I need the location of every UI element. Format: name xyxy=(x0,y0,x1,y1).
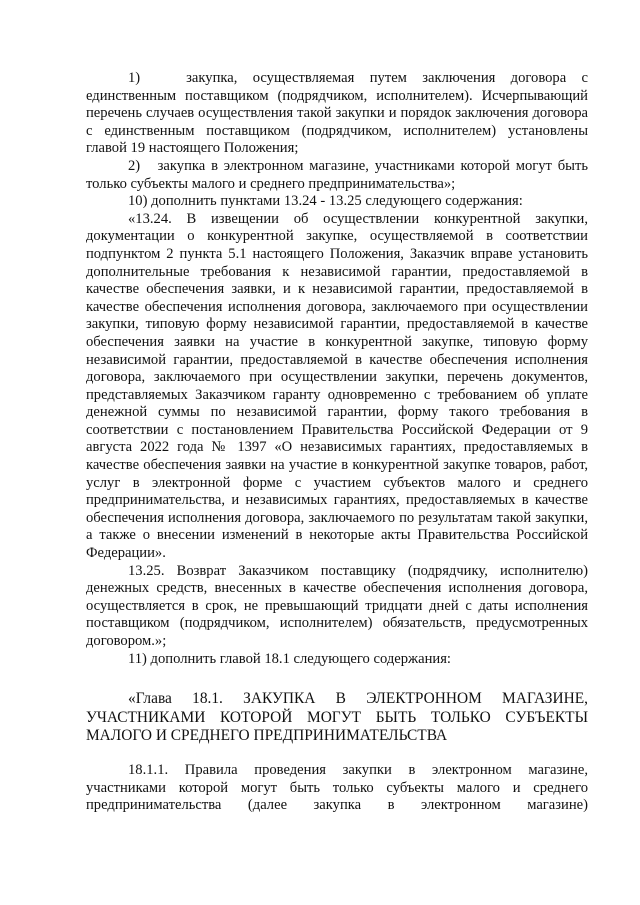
paragraph-13-25: 13.25. Возврат Заказчиком поставщику (подрядчику, исполнителю) денежных средств, внесенных в качестве обеспечения исполнения договора, осуществляется в срок, не превышающий тридцати дней с даты исполнения поставщиком (подрядчиком, исполнителем) обязательств, предусмотренных договором.»; xyxy=(86,562,588,649)
paragraph-13-24: «13.24. В извещении об осуществлении конкурентной закупки, документации о конкурентной закупке, осуществляемой в соответствии подпунктом 2 пункта 5.1 настоящего Положения, Заказчик вправе установить дополнительные требования к независимой гарантии, предоставляемой в качестве обеспечения заявки, и к независимой гарантии, предоставляемой в качестве обеспечения исполнения договора, заключаемого при осуществлении закупки, типовую форму независимой гарантии, предоставляемой в качестве обеспечения заявки на участие в конкурентной закупке, типовую форму независимой гарантии, предоставляемой в качестве обеспечения исполнения договора, заключаемого при осуществлении закупки, перечень документов, представляемых Заказчиком гаранту одновременно с требованием об уплате денежной суммы по независимой гарантии, форму такого требования в соответствии с постановлением Правительства Российской Федерации от 9 августа 2022 года № 1397 «О независимых гарантиях, предоставляемых в качестве обеспечения заявки на участие в конкурентной закупке товаров, работ, услуг в электронной форме с участием субъектов малого и среднего предпринимательства, и независимых гарантиях, предоставляемых в качестве обеспечения исполнения договора, заключаемого по результатам такой закупки, а также о внесении изменений в некоторые акты Правительства Российской Федерации». xyxy=(86,210,588,562)
paragraph-point-10: 10) дополнить пунктами 13.24 - 13.25 следующего содержания: xyxy=(128,193,523,210)
paragraph-18-1-1: 18.1.1. Правила проведения закупки в электронном магазине, участниками которой могут быть только субъекты малого и среднего предпринимательства (далее закупка в электронном магазине) xyxy=(86,761,588,814)
paragraph-item-1: 1) закупка, осуществляемая путем заключения договора с единственным поставщиком (подрядчиком, исполнителем). Исчерпывающий перечень случаев осуществления такой закупки и порядок заключения договора с единственным поставщиком (подрядчиком, исполнителем) установлены главой 19 настоящего Положения; xyxy=(86,70,588,157)
paragraph-item-2: 2) закупка в электронном магазине, участниками которой могут быть только субъекты малого и среднего предпринимательства»; xyxy=(86,157,588,192)
paragraph-point-11: 11) дополнить главой 18.1 следующего содержания: xyxy=(128,650,451,667)
chapter-heading: «Глава 18.1. ЗАКУПКА В ЭЛЕКТРОННОМ МАГАЗИНЕ, УЧАСТНИКАМИ КОТОРОЙ МОГУТ БЫТЬ ТОЛЬКО СУБЪЕКТЫ МАЛОГО И СРЕДНЕГО ПРЕДПРИНИМАТЕЛЬСТВА xyxy=(86,690,588,745)
